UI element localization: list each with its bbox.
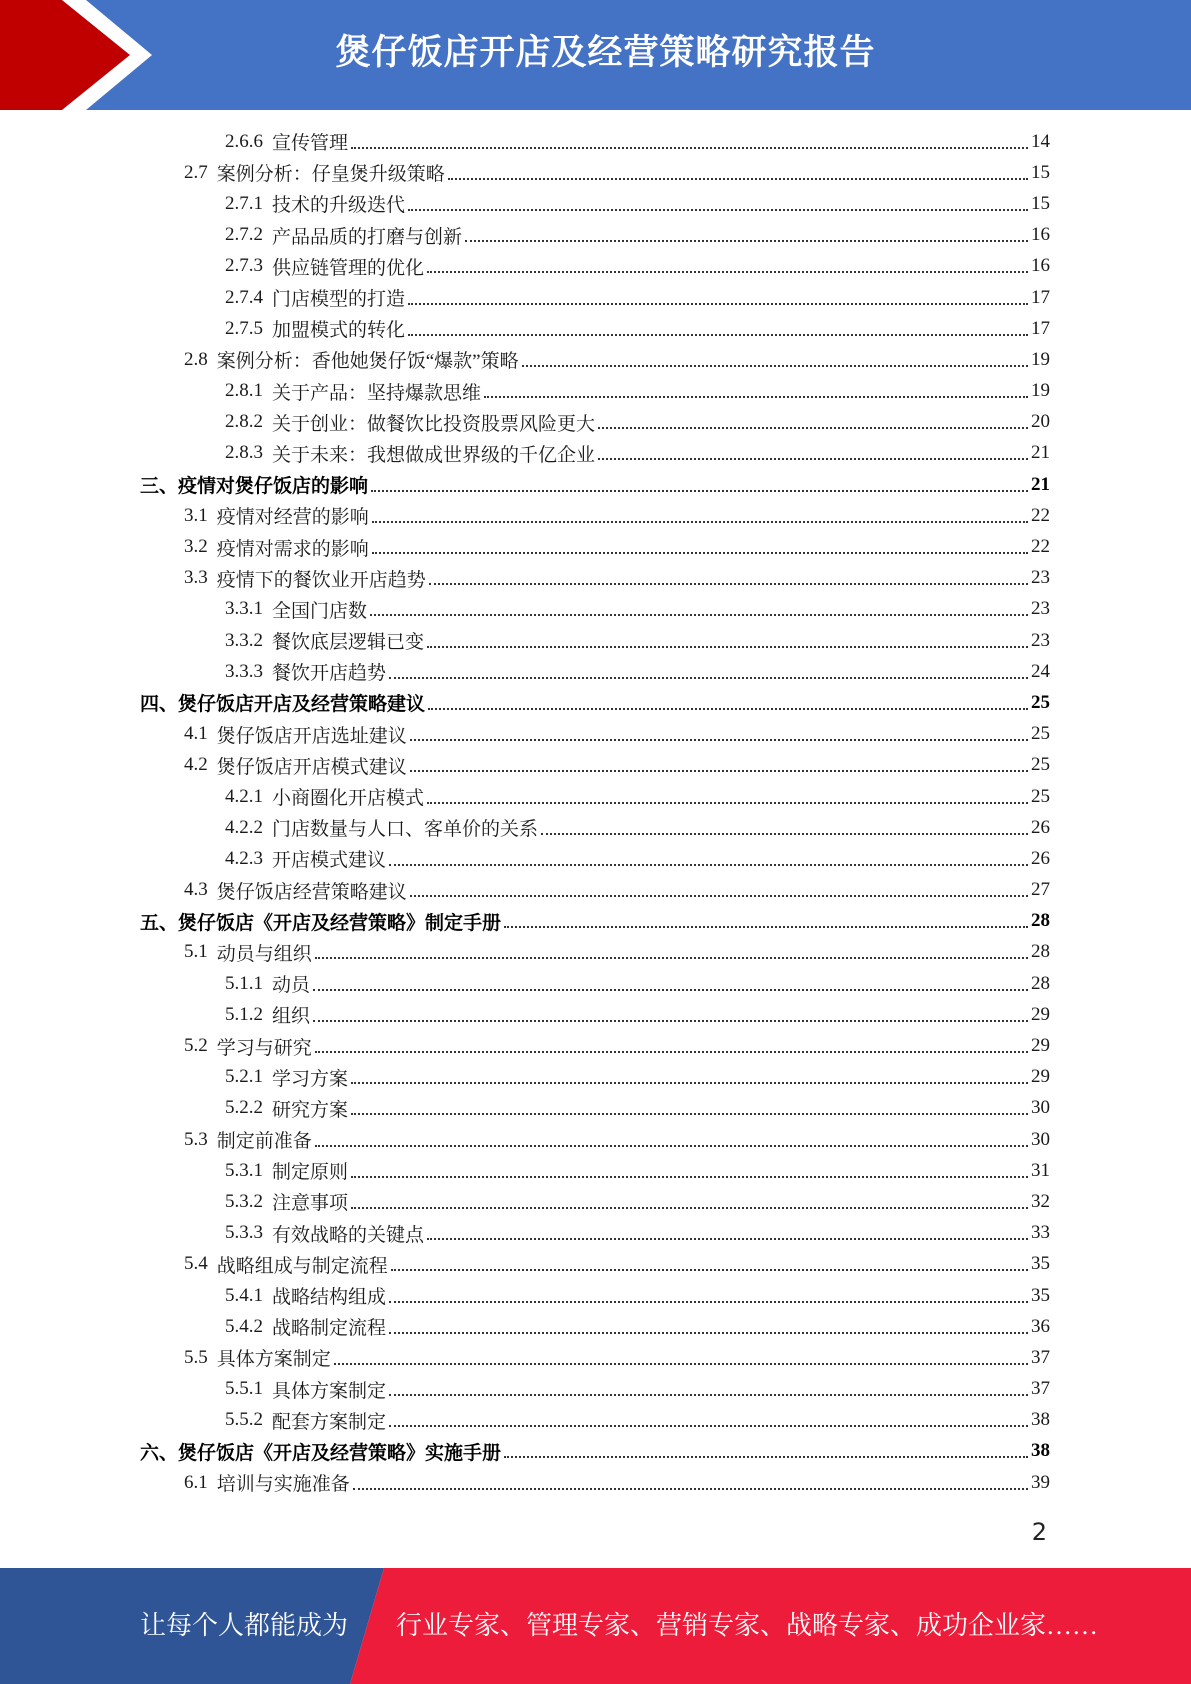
toc-entry-page: 37 bbox=[1031, 1378, 1050, 1400]
toc-entry-title: 培训与实施准备 bbox=[216, 1474, 350, 1496]
toc-dot-leader bbox=[313, 1020, 1028, 1022]
toc-entry-title: 学习方案 bbox=[272, 1068, 349, 1090]
toc-entry-title: 具体方案制定 bbox=[272, 1380, 387, 1402]
toc-entry-page: 21 bbox=[1031, 473, 1050, 495]
toc-entry[interactable] bbox=[140, 126, 1050, 157]
toc-dot-leader bbox=[522, 365, 1028, 367]
toc-entry[interactable] bbox=[140, 282, 1050, 313]
toc-dot-leader bbox=[372, 552, 1028, 554]
toc-entry-title: 煲仔饭店经营策略建议 bbox=[216, 881, 407, 903]
toc-dot-leader bbox=[484, 396, 1028, 398]
toc-entry-title: 关于未来：我想做成世界级的千亿企业 bbox=[272, 444, 596, 466]
table-of-contents bbox=[140, 126, 1050, 1498]
toc-entry-number: 2.8 bbox=[184, 348, 208, 370]
toc-entry-title: 配套方案制定 bbox=[272, 1411, 387, 1433]
toc-entry-title: 煲仔饭店开店及经营策略建议 bbox=[178, 694, 426, 716]
toc-dot-leader bbox=[598, 458, 1028, 460]
toc-entry-number: 2.7.5 bbox=[225, 317, 263, 339]
toc-dot-leader bbox=[351, 1207, 1028, 1209]
toc-entry-number: 4.1 bbox=[184, 723, 208, 745]
toc-entry-title: 制定前准备 bbox=[216, 1131, 312, 1153]
toc-entry[interactable] bbox=[140, 376, 1050, 407]
header-banner bbox=[0, 0, 1191, 110]
toc-dot-leader bbox=[371, 490, 1028, 492]
toc-dot-leader bbox=[389, 864, 1028, 866]
toc-entry-number: 3.1 bbox=[184, 504, 208, 526]
toc-entry-number: 2.8.2 bbox=[225, 411, 263, 433]
toc-dot-leader bbox=[389, 1394, 1028, 1396]
toc-entry-page: 24 bbox=[1031, 660, 1050, 682]
toc-entry[interactable] bbox=[140, 1218, 1050, 1249]
toc-entry[interactable] bbox=[140, 1062, 1050, 1093]
toc-entry[interactable] bbox=[140, 1405, 1050, 1436]
toc-dot-leader bbox=[448, 178, 1028, 180]
toc-entry-page: 25 bbox=[1031, 723, 1050, 745]
toc-entry-title: 餐饮底层逻辑已变 bbox=[272, 632, 425, 654]
toc-entry[interactable] bbox=[140, 906, 1050, 937]
toc-entry-page: 38 bbox=[1031, 1409, 1050, 1431]
toc-entry-title: 煲仔饭店开店选址建议 bbox=[216, 725, 407, 747]
toc-entry-title: 关于产品：坚持爆款思维 bbox=[272, 382, 482, 404]
toc-entry[interactable] bbox=[140, 875, 1050, 906]
toc-entry-number: 5.3 bbox=[184, 1128, 208, 1150]
toc-entry[interactable] bbox=[140, 999, 1050, 1030]
toc-entry-title: 宣传管理 bbox=[272, 133, 349, 155]
toc-entry-number: 6.1 bbox=[184, 1471, 208, 1493]
toc-dot-leader bbox=[410, 895, 1028, 897]
toc-entry-page: 20 bbox=[1031, 411, 1050, 433]
toc-dot-leader bbox=[541, 833, 1028, 835]
toc-entry[interactable] bbox=[140, 812, 1050, 843]
toc-entry-title: 案例分析：香他她煲仔饭“爆款”策略 bbox=[216, 351, 519, 373]
toc-entry-page: 23 bbox=[1031, 598, 1050, 620]
toc-dot-leader bbox=[408, 209, 1028, 211]
toc-entry-title: 门店数量与人口、客单价的关系 bbox=[272, 819, 539, 841]
toc-dot-leader bbox=[504, 1456, 1028, 1458]
toc-entry-number: 3.3 bbox=[184, 567, 208, 589]
toc-entry[interactable] bbox=[140, 1093, 1050, 1124]
toc-entry[interactable] bbox=[140, 531, 1050, 562]
toc-entry-title: 注意事项 bbox=[272, 1193, 349, 1215]
toc-entry[interactable] bbox=[140, 687, 1050, 718]
toc-dot-leader bbox=[334, 1363, 1028, 1365]
toc-entry[interactable] bbox=[140, 563, 1050, 594]
toc-entry-page: 31 bbox=[1031, 1159, 1050, 1181]
toc-entry-page: 28 bbox=[1031, 972, 1050, 994]
toc-entry-number: 2.7.4 bbox=[225, 286, 263, 308]
toc-entry-number: 5.5.1 bbox=[225, 1378, 263, 1400]
toc-dot-leader bbox=[353, 1488, 1028, 1490]
toc-dot-leader bbox=[465, 240, 1028, 242]
toc-entry-number: 5.2.1 bbox=[225, 1066, 263, 1088]
toc-entry-page: 29 bbox=[1031, 1003, 1050, 1025]
toc-entry-number: 2.6.6 bbox=[225, 130, 263, 152]
toc-dot-leader bbox=[315, 1051, 1028, 1053]
toc-entry-page: 17 bbox=[1031, 317, 1050, 339]
toc-entry[interactable] bbox=[140, 469, 1050, 500]
toc-entry-page: 25 bbox=[1031, 691, 1050, 713]
toc-entry-number: 5.1 bbox=[184, 941, 208, 963]
toc-entry-page: 38 bbox=[1031, 1440, 1050, 1462]
toc-entry-page: 16 bbox=[1031, 224, 1050, 246]
toc-entry[interactable] bbox=[140, 968, 1050, 999]
toc-entry[interactable] bbox=[140, 781, 1050, 812]
toc-entry-title: 加盟模式的转化 bbox=[272, 320, 406, 342]
toc-entry[interactable] bbox=[140, 1467, 1050, 1498]
toc-entry-page: 16 bbox=[1031, 255, 1050, 277]
toc-entry-title: 疫情下的餐饮业开店趋势 bbox=[216, 569, 426, 591]
toc-entry-title: 有效战略的关键点 bbox=[272, 1224, 425, 1246]
toc-entry-page: 26 bbox=[1031, 847, 1050, 869]
toc-entry-title: 产品品质的打磨与创新 bbox=[272, 226, 463, 248]
toc-entry-title: 全国门店数 bbox=[272, 600, 368, 622]
toc-entry-number: 5.3.3 bbox=[225, 1222, 263, 1244]
toc-entry-number: 5.1.1 bbox=[225, 972, 263, 994]
toc-dot-leader bbox=[427, 271, 1028, 273]
toc-dot-leader bbox=[391, 1269, 1028, 1271]
toc-entry-number: 六、 bbox=[140, 1442, 179, 1464]
toc-dot-leader bbox=[427, 1238, 1028, 1240]
toc-entry[interactable] bbox=[140, 188, 1050, 219]
toc-entry-number: 5.5.2 bbox=[225, 1409, 263, 1431]
toc-entry-page: 22 bbox=[1031, 536, 1050, 558]
toc-dot-leader bbox=[410, 739, 1028, 741]
toc-entry-title: 战略制定流程 bbox=[272, 1318, 387, 1340]
toc-entry-title: 战略组成与制定流程 bbox=[216, 1255, 388, 1277]
toc-entry-title: 关于创业：做餐饮比投资股票风险更大 bbox=[272, 413, 596, 435]
toc-dot-leader bbox=[504, 926, 1028, 928]
toc-entry-page: 29 bbox=[1031, 1066, 1050, 1088]
toc-entry[interactable] bbox=[140, 1311, 1050, 1342]
toc-entry[interactable] bbox=[140, 1124, 1050, 1155]
toc-entry[interactable] bbox=[140, 843, 1050, 874]
page-number: 2 bbox=[1031, 1518, 1047, 1546]
toc-entry-page: 30 bbox=[1031, 1128, 1050, 1150]
toc-entry[interactable] bbox=[140, 157, 1050, 188]
toc-entry-page: 36 bbox=[1031, 1315, 1050, 1337]
toc-entry-title: 疫情对经营的影响 bbox=[216, 507, 369, 529]
toc-entry-number: 2.7.1 bbox=[225, 192, 263, 214]
toc-entry-page: 35 bbox=[1031, 1253, 1050, 1275]
toc-entry-page: 14 bbox=[1031, 130, 1050, 152]
toc-dot-leader bbox=[408, 334, 1028, 336]
toc-entry-title: 餐饮开店趋势 bbox=[272, 663, 387, 685]
toc-entry[interactable] bbox=[140, 625, 1050, 656]
toc-entry[interactable] bbox=[140, 1030, 1050, 1061]
toc-entry-title: 制定原则 bbox=[272, 1162, 349, 1184]
toc-dot-leader bbox=[313, 989, 1028, 991]
toc-entry-number: 三、 bbox=[140, 476, 179, 498]
toc-dot-leader bbox=[408, 303, 1028, 305]
toc-entry-number: 4.3 bbox=[184, 879, 208, 901]
toc-entry[interactable] bbox=[140, 1342, 1050, 1373]
toc-entry[interactable] bbox=[140, 313, 1050, 344]
footer-slogan: 让每个人都能成为 bbox=[140, 1611, 349, 1640]
toc-entry-number: 4.2.1 bbox=[225, 785, 263, 807]
toc-entry-title: 研究方案 bbox=[272, 1099, 349, 1121]
toc-entry-number: 5.4 bbox=[184, 1253, 208, 1275]
toc-entry[interactable] bbox=[140, 344, 1050, 375]
toc-entry-page: 35 bbox=[1031, 1284, 1050, 1306]
toc-entry[interactable] bbox=[140, 1280, 1050, 1311]
toc-entry-number: 3.3.2 bbox=[225, 629, 263, 651]
document-title: 煲仔饭店开店及经营策略研究报告 bbox=[335, 33, 876, 73]
toc-entry[interactable] bbox=[140, 750, 1050, 781]
toc-dot-leader bbox=[410, 770, 1028, 772]
toc-entry-number: 3.2 bbox=[184, 536, 208, 558]
toc-entry-number: 2.8.1 bbox=[225, 380, 263, 402]
toc-entry-title: 开店模式建议 bbox=[272, 850, 387, 872]
toc-entry-page: 22 bbox=[1031, 504, 1050, 526]
toc-entry-page: 23 bbox=[1031, 629, 1050, 651]
toc-dot-leader bbox=[351, 147, 1028, 149]
toc-entry[interactable] bbox=[140, 1155, 1050, 1186]
toc-entry-number: 2.7.3 bbox=[225, 255, 263, 277]
toc-entry-page: 15 bbox=[1031, 192, 1050, 214]
toc-dot-leader bbox=[351, 1082, 1028, 1084]
toc-entry-title: 动员与组织 bbox=[216, 943, 312, 965]
toc-entry-number: 5.5 bbox=[184, 1346, 208, 1368]
toc-entry-page: 19 bbox=[1031, 348, 1050, 370]
toc-entry-title: 供应链管理的优化 bbox=[272, 257, 425, 279]
toc-dot-leader bbox=[351, 1176, 1028, 1178]
toc-dot-leader bbox=[598, 427, 1028, 429]
toc-entry-title: 疫情对煲仔饭店的影响 bbox=[178, 476, 369, 498]
toc-entry-number: 4.2.2 bbox=[225, 816, 263, 838]
toc-entry-number: 4.2 bbox=[184, 754, 208, 776]
toc-entry-title: 战略结构组成 bbox=[272, 1287, 387, 1309]
toc-entry-number: 5.4.1 bbox=[225, 1284, 263, 1306]
toc-dot-leader bbox=[427, 646, 1028, 648]
toc-entry[interactable] bbox=[140, 1186, 1050, 1217]
toc-dot-leader bbox=[389, 1301, 1028, 1303]
toc-entry-page: 32 bbox=[1031, 1190, 1050, 1212]
toc-dot-leader bbox=[372, 521, 1028, 523]
toc-dot-leader bbox=[389, 677, 1028, 679]
footer-banner bbox=[0, 1568, 1191, 1684]
toc-entry-page: 33 bbox=[1031, 1222, 1050, 1244]
toc-entry-title: 煲仔饭店开店模式建议 bbox=[216, 756, 407, 778]
toc-entry-title: 疫情对需求的影响 bbox=[216, 538, 369, 560]
toc-entry-number: 5.2 bbox=[184, 1035, 208, 1057]
toc-dot-leader bbox=[429, 583, 1028, 585]
toc-dot-leader bbox=[428, 708, 1028, 710]
toc-entry-page: 28 bbox=[1031, 910, 1050, 932]
toc-entry-number: 5.3.2 bbox=[225, 1190, 263, 1212]
toc-entry[interactable] bbox=[140, 1249, 1050, 1280]
toc-entry[interactable] bbox=[140, 656, 1050, 687]
toc-entry-number: 5.1.2 bbox=[225, 1003, 263, 1025]
toc-entry-page: 27 bbox=[1031, 879, 1050, 901]
toc-entry-title: 煲仔饭店《开店及经营策略》制定手册 bbox=[178, 912, 502, 934]
toc-entry[interactable] bbox=[140, 251, 1050, 282]
toc-entry-page: 37 bbox=[1031, 1346, 1050, 1368]
toc-entry-number: 四、 bbox=[140, 694, 179, 716]
toc-dot-leader bbox=[351, 1113, 1028, 1115]
toc-entry-page: 30 bbox=[1031, 1097, 1050, 1119]
toc-entry-number: 3.3.3 bbox=[225, 660, 263, 682]
toc-entry-title: 具体方案制定 bbox=[216, 1349, 331, 1371]
toc-dot-leader bbox=[427, 802, 1028, 804]
toc-dot-leader bbox=[389, 1425, 1028, 1427]
toc-entry-number: 2.8.3 bbox=[225, 442, 263, 464]
toc-entry-page: 25 bbox=[1031, 754, 1050, 776]
toc-entry-number: 3.3.1 bbox=[225, 598, 263, 620]
toc-entry-title: 组织 bbox=[272, 1006, 311, 1028]
toc-entry[interactable] bbox=[140, 220, 1050, 251]
toc-entry-number: 五、 bbox=[140, 912, 179, 934]
toc-entry[interactable] bbox=[140, 500, 1050, 531]
toc-entry-page: 15 bbox=[1031, 161, 1050, 183]
toc-entry-page: 28 bbox=[1031, 941, 1050, 963]
toc-dot-leader bbox=[315, 957, 1028, 959]
toc-entry-title: 动员 bbox=[272, 975, 311, 997]
toc-entry[interactable] bbox=[140, 1436, 1050, 1467]
toc-entry-title: 小商圈化开店模式 bbox=[272, 788, 425, 810]
toc-entry[interactable] bbox=[140, 594, 1050, 625]
toc-entry-page: 17 bbox=[1031, 286, 1050, 308]
toc-entry-page: 21 bbox=[1031, 442, 1050, 464]
toc-entry[interactable] bbox=[140, 719, 1050, 750]
toc-entry[interactable] bbox=[140, 937, 1050, 968]
toc-entry[interactable] bbox=[140, 1374, 1050, 1405]
toc-entry-number: 5.2.2 bbox=[225, 1097, 263, 1119]
toc-entry-number: 2.7.2 bbox=[225, 224, 263, 246]
toc-entry-page: 39 bbox=[1031, 1471, 1050, 1493]
toc-entry-page: 23 bbox=[1031, 567, 1050, 589]
toc-entry-number: 5.4.2 bbox=[225, 1315, 263, 1337]
toc-entry-page: 26 bbox=[1031, 816, 1050, 838]
toc-dot-leader bbox=[389, 1332, 1028, 1334]
toc-dot-leader bbox=[370, 614, 1028, 616]
toc-entry-title: 煲仔饭店《开店及经营策略》实施手册 bbox=[178, 1442, 502, 1464]
toc-entry-title: 门店模型的打造 bbox=[272, 289, 406, 311]
toc-entry-page: 25 bbox=[1031, 785, 1050, 807]
toc-entry[interactable] bbox=[140, 407, 1050, 438]
toc-entry-number: 4.2.3 bbox=[225, 847, 263, 869]
toc-entry-number: 2.7 bbox=[184, 161, 208, 183]
toc-entry[interactable] bbox=[140, 438, 1050, 469]
toc-dot-leader bbox=[315, 1145, 1028, 1147]
toc-entry-number: 5.3.1 bbox=[225, 1159, 263, 1181]
footer-roles: 行业专家、管理专家、营销专家、战略专家、成功企业家…… bbox=[396, 1611, 1099, 1640]
toc-entry-page: 19 bbox=[1031, 380, 1050, 402]
toc-entry-title: 案例分析：仔皇煲升级策略 bbox=[216, 164, 445, 186]
toc-entry-title: 技术的升级迭代 bbox=[272, 195, 406, 217]
toc-entry-title: 学习与研究 bbox=[216, 1037, 312, 1059]
toc-entry-page: 29 bbox=[1031, 1035, 1050, 1057]
